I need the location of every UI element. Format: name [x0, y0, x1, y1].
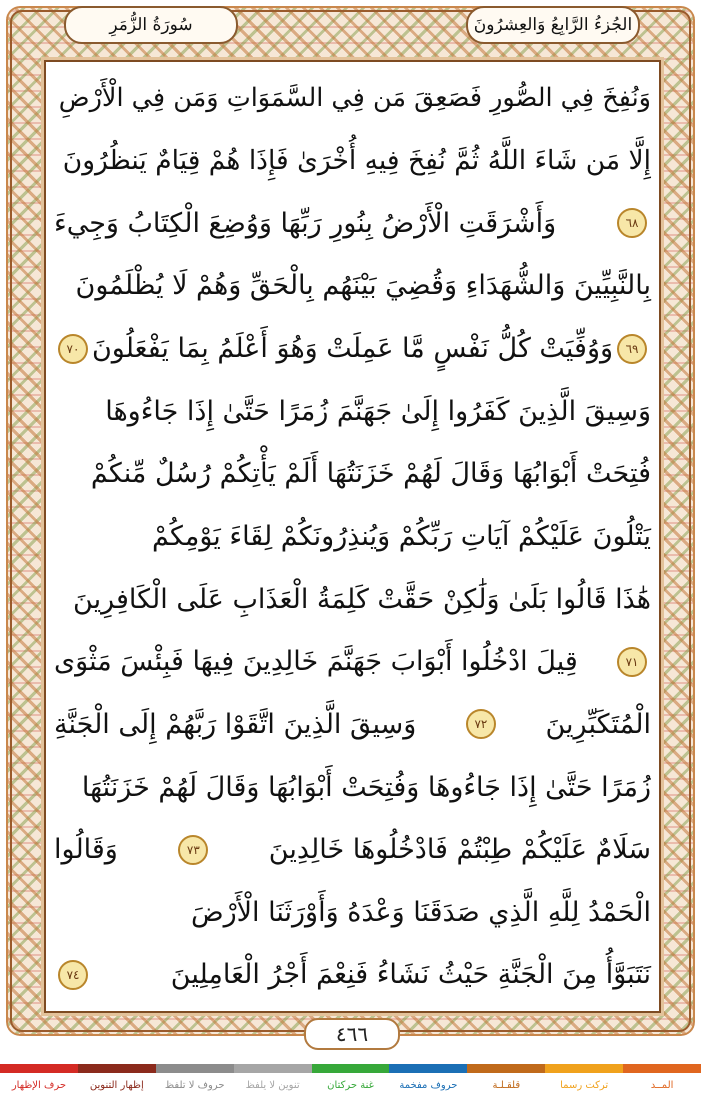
verse-line: [54, 822, 651, 878]
legend-color-bar: [545, 1064, 623, 1073]
verse-text: وَأَشْرَقَتِ الْأَرْضُ بِنُورِ رَبِّهَا وَوُضِعَ الْكِتَابُ وَجِيءَ: [54, 207, 557, 239]
ayah-number-marker: ٧٢: [466, 709, 496, 739]
legend-label: تركت رسما: [560, 1080, 609, 1091]
legend-item: [234, 1064, 312, 1101]
legend-label: حرف الإظهار: [11, 1080, 67, 1091]
surah-name-label: [64, 6, 238, 44]
legend-label: حروف مفخمة: [399, 1080, 458, 1091]
verse-text: قِيلَ ادْخُلُوا أَبْوَابَ جَهَنَّمَ خَالِدِينَ فِيهَا فَبِئْسَ مَثْوَى: [54, 646, 578, 678]
verse-line: [54, 195, 651, 251]
legend-item: [312, 1064, 390, 1101]
ayah-number-marker: ٧٣: [178, 835, 208, 865]
verse-text: وَوُفِّيَتْ كُلُّ نَفْسٍ مَّا عَمِلَتْ وَهُوَ أَعْلَمُ بِمَا يَفْعَلُونَ: [91, 333, 614, 365]
verse-text: يَتْلُونَ عَلَيْكُمْ آيَاتِ رَبِّكُمْ وَيُنذِرُونَكُمْ لِقَاءَ يَوْمِكُمْ: [152, 520, 651, 552]
legend-color-bar: [467, 1064, 545, 1073]
ayah-number-marker: ٧٤: [58, 960, 88, 990]
legend-label: حروف لا تلفظ: [164, 1080, 225, 1091]
verse-line: [54, 508, 651, 564]
ayah-number-marker: ٦٩: [617, 334, 647, 364]
verse-line: [54, 884, 651, 940]
verse-text: سَلَامٌ عَلَيْكُمْ طِبْتُمْ فَادْخُلُوهَا خَالِدِينَ: [268, 834, 651, 866]
legend-item: [545, 1064, 623, 1101]
verse-text: فُتِحَتْ أَبْوَابُهَا وَقَالَ لَهُمْ خَزَنَتُهَا أَلَمْ يَأْتِكُمْ رُسُلٌ مِّنكُمْ: [90, 458, 651, 490]
verse-text: وَقَالُوا: [54, 834, 118, 866]
legend-item: [78, 1064, 156, 1101]
quran-text-panel: [44, 60, 661, 1013]
legend-label: قلقـلـة: [492, 1080, 521, 1091]
legend-color-bar: [389, 1064, 467, 1073]
juz-label: [466, 6, 640, 44]
legend-item: [0, 1064, 78, 1101]
verse-line: [54, 571, 651, 627]
verse-text: نَتَبَوَّأُ مِنَ الْجَنَّةِ حَيْثُ نَشَاءُ فَنِعْمَ أَجْرُ الْعَامِلِينَ: [170, 959, 651, 991]
legend-color-bar: [156, 1064, 234, 1073]
verse-line: [54, 634, 651, 690]
legend-label: تنوين لا يلفظ: [245, 1080, 300, 1091]
verse-text: وَسِيقَ الَّذِينَ كَفَرُوا إِلَىٰ جَهَنَّمَ زُمَرًا حَتَّىٰ إِذَا جَاءُوهَا: [105, 395, 651, 427]
verse-line: [54, 383, 651, 439]
verse-text: وَنُفِخَ فِي الصُّورِ فَصَعِقَ مَن فِي السَّمَوَاتِ وَمَن فِي الْأَرْضِ: [58, 83, 651, 113]
legend-label: غنة حركتان: [327, 1080, 374, 1091]
verse-text: الْحَمْدُ لِلَّهِ الَّذِي صَدَقَنَا وَعْدَهُ وَأَوْرَثَنَا الْأَرْضَ: [190, 896, 651, 928]
legend-item: [623, 1064, 701, 1101]
verse-line: [54, 133, 651, 189]
verse-text: وَسِيقَ الَّذِينَ اتَّقَوْا رَبَّهُمْ إِلَى الْجَنَّةِ: [54, 708, 417, 740]
legend-item: [156, 1064, 234, 1101]
page-number-text: ٤٦٦: [335, 1022, 369, 1046]
verse-text: بِالنَّبِيِّينَ وَالشُّهَدَاءِ وَقُضِيَ بَيْنَهُم بِالْحَقِّ وَهُمْ لَا يُظْلَمُونَ: [75, 270, 651, 302]
verse-text: زُمَرًا حَتَّىٰ إِذَا جَاءُوهَا وَفُتِحَتْ أَبْوَابُهَا وَقَالَ لَهُمْ خَزَنَتُهَا: [81, 771, 651, 803]
legend-color-bar: [623, 1064, 701, 1073]
tajweed-color-legend: [0, 1064, 701, 1101]
page-number: [304, 1018, 400, 1050]
verse-line: [54, 321, 651, 377]
verse-line: [54, 258, 651, 314]
ayah-number-marker: ٦٨: [617, 208, 647, 238]
verse-lines: [54, 70, 651, 1003]
verse-line: [54, 759, 651, 815]
legend-item: [389, 1064, 467, 1101]
ayah-number-marker: ٧٠: [58, 334, 88, 364]
verse-line: [54, 696, 651, 752]
verse-text: إِلَّا مَن شَاءَ اللَّهُ ثُمَّ نُفِخَ فِيهِ أُخْرَىٰ فَإِذَا هُمْ قِيَامٌ يَنظُرُونَ: [62, 145, 651, 177]
legend-color-bar: [78, 1064, 156, 1073]
legend-color-bar: [234, 1064, 312, 1073]
legend-label: إظهار التنوين: [89, 1080, 144, 1091]
verse-line: [54, 947, 651, 1003]
verse-text: هَٰذَا قَالُوا بَلَىٰ وَلَٰكِنْ حَقَّتْ كَلِمَةُ الْعَذَابِ عَلَى الْكَافِرِينَ: [73, 583, 651, 615]
legend-label: المــد: [650, 1080, 674, 1091]
juz-text: الجُزءُ الرَّابِعُ وَالعِشرُونَ: [473, 15, 633, 35]
surah-name-text: سُورَةُ الزُّمَرِ: [109, 15, 193, 35]
verse-line: [54, 446, 651, 502]
legend-color-bar: [312, 1064, 390, 1073]
verse-text: الْمُتَكَبِّرِينَ: [545, 708, 651, 740]
legend-color-bar: [0, 1064, 78, 1073]
verse-line: [54, 70, 651, 126]
ayah-number-marker: ٧١: [617, 647, 647, 677]
legend-item: [467, 1064, 545, 1101]
